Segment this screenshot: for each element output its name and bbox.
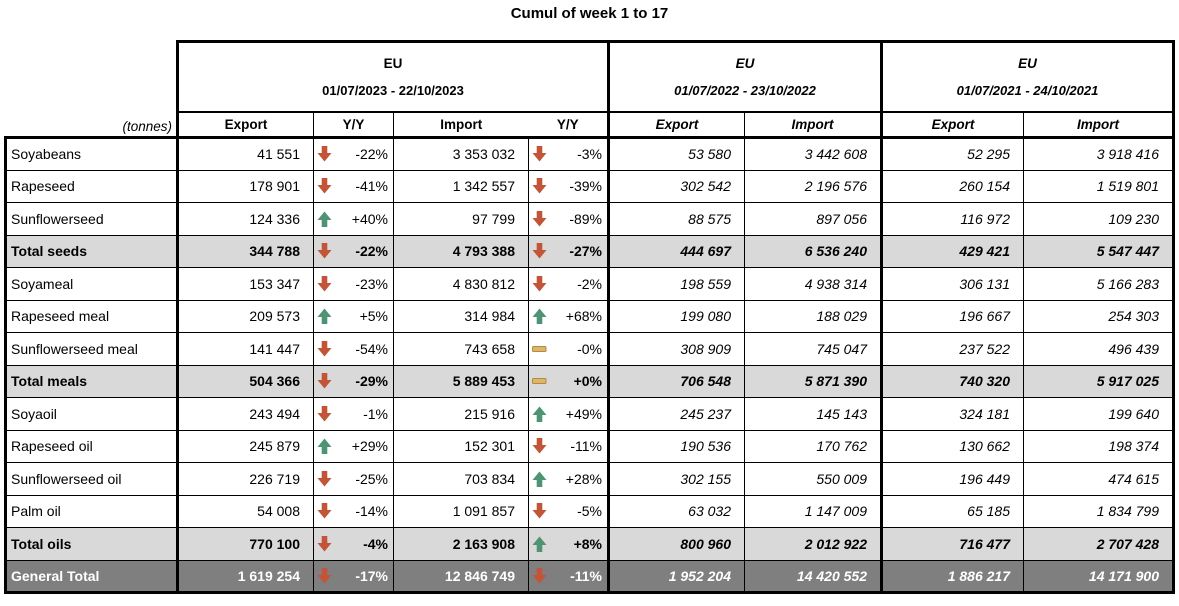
- yy-value: +0%: [573, 373, 602, 390]
- up-arrow-icon: [317, 211, 332, 227]
- up-arrow-icon: [532, 471, 547, 487]
- yy-value: -2%: [577, 275, 602, 292]
- cell-export-2023: 153 347: [178, 268, 314, 301]
- row-label: Soyameal: [6, 268, 178, 301]
- cell-export-2021: 65 185: [882, 495, 1024, 528]
- down-arrow-icon: [317, 373, 332, 389]
- yy-value: -11%: [570, 438, 602, 455]
- table-row: [6, 203, 1174, 236]
- cell-import-yy-2023: [529, 398, 609, 431]
- yy-value: -29%: [355, 373, 388, 390]
- cell-import-2022: 5 871 390: [745, 365, 882, 398]
- cell-export-yy-2023: [314, 528, 394, 561]
- down-arrow-icon: [532, 503, 547, 519]
- cell-import-2021: 199 640: [1024, 398, 1174, 431]
- cell-export-yy-2023: [314, 398, 394, 431]
- cell-export-2022: 245 237: [609, 398, 745, 431]
- cell-import-2022: 4 938 314: [745, 268, 882, 301]
- cell-import-2023: 1 091 857: [394, 495, 529, 528]
- cell-import-yy-2023: [529, 560, 609, 593]
- table-row: [6, 495, 1174, 528]
- cell-import-2023: 2 163 908: [394, 528, 529, 561]
- cell-export-yy-2023: [314, 170, 394, 203]
- cell-import-yy-2023: [529, 463, 609, 496]
- down-arrow-icon: [317, 341, 332, 357]
- cell-import-2023: 703 834: [394, 463, 529, 496]
- yy-value: -5%: [577, 503, 602, 520]
- yy-value: -39%: [569, 178, 602, 195]
- cell-import-2021: 254 303: [1024, 300, 1174, 333]
- row-label: Rapeseed meal: [6, 300, 178, 333]
- row-label: Rapeseed: [6, 170, 178, 203]
- cell-export-2021: 1 886 217: [882, 560, 1024, 593]
- table-row: [6, 463, 1174, 496]
- down-arrow-icon: [317, 503, 332, 519]
- unit-label: (tonnes): [6, 112, 178, 138]
- cell-export-2021: 130 662: [882, 430, 1024, 463]
- down-arrow-icon: [532, 211, 547, 227]
- down-arrow-icon: [317, 536, 332, 552]
- group-header-eu-2023: [178, 42, 609, 112]
- down-arrow-icon: [532, 243, 547, 259]
- cell-export-2023: 344 788: [178, 235, 314, 268]
- down-arrow-icon: [317, 146, 332, 162]
- cell-import-yy-2023: [529, 300, 609, 333]
- yy-value: -41%: [355, 178, 388, 195]
- cell-export-2021: 237 522: [882, 333, 1024, 366]
- cell-export-2021: 52 295: [882, 138, 1024, 171]
- yy-value: +40%: [351, 210, 388, 227]
- cell-export-2021: 196 667: [882, 300, 1024, 333]
- cell-export-2021: 324 181: [882, 398, 1024, 431]
- cell-export-2021: 429 421: [882, 235, 1024, 268]
- down-arrow-icon: [532, 276, 547, 292]
- cell-import-2021: 14 171 900: [1024, 560, 1174, 593]
- table-row: [6, 560, 1174, 593]
- col-header-import-2023: Import: [394, 112, 529, 138]
- cell-export-2023: 1 619 254: [178, 560, 314, 593]
- cell-export-2022: 444 697: [609, 235, 745, 268]
- cell-export-2021: 260 154: [882, 170, 1024, 203]
- cell-export-yy-2023: [314, 560, 394, 593]
- group-header-eu-2021: [882, 42, 1174, 112]
- cell-export-2022: 308 909: [609, 333, 745, 366]
- cell-export-2023: 124 336: [178, 203, 314, 236]
- up-arrow-icon: [532, 406, 547, 422]
- cell-export-2022: 63 032: [609, 495, 745, 528]
- row-label: Soyaoil: [6, 398, 178, 431]
- cell-import-yy-2023: [529, 203, 609, 236]
- cell-export-yy-2023: [314, 495, 394, 528]
- cell-import-2022: 170 762: [745, 430, 882, 463]
- cell-import-yy-2023: [529, 138, 609, 171]
- table-row: [6, 235, 1174, 268]
- cell-export-2023: 41 551: [178, 138, 314, 171]
- cell-import-2022: 145 143: [745, 398, 882, 431]
- group-header-row: [6, 42, 1174, 112]
- cell-import-2021: 198 374: [1024, 430, 1174, 463]
- cell-import-2021: 2 707 428: [1024, 528, 1174, 561]
- col-header-import-2021: Import: [1024, 112, 1174, 138]
- up-arrow-icon: [532, 536, 547, 552]
- cell-export-yy-2023: [314, 268, 394, 301]
- row-label: General Total: [6, 560, 178, 593]
- table-row: [6, 138, 1174, 171]
- cell-import-2021: 474 615: [1024, 463, 1174, 496]
- yy-value: -23%: [355, 275, 388, 292]
- cell-import-2022: 3 442 608: [745, 138, 882, 171]
- cell-import-yy-2023: [529, 528, 609, 561]
- yy-value: -25%: [355, 470, 388, 487]
- cell-import-yy-2023: [529, 235, 609, 268]
- cell-import-2023: 4 830 812: [394, 268, 529, 301]
- up-arrow-icon: [317, 308, 332, 324]
- cell-export-2022: 302 155: [609, 463, 745, 496]
- cell-import-2022: 2 196 576: [745, 170, 882, 203]
- table-row: [6, 333, 1174, 366]
- cell-export-2023: 178 901: [178, 170, 314, 203]
- cell-import-2021: 3 918 416: [1024, 138, 1174, 171]
- group-region-label: EU: [1018, 55, 1037, 71]
- col-header-yy-export-2023: Y/Y: [314, 112, 394, 138]
- cell-export-2022: 706 548: [609, 365, 745, 398]
- yy-value: +49%: [565, 405, 602, 422]
- down-arrow-icon: [317, 406, 332, 422]
- table-row: [6, 430, 1174, 463]
- down-arrow-icon: [317, 568, 332, 584]
- group-header-eu-2022: [609, 42, 882, 112]
- cell-export-2023: 141 447: [178, 333, 314, 366]
- cell-import-2021: 5 166 283: [1024, 268, 1174, 301]
- yy-value: +5%: [359, 308, 388, 325]
- row-label: Palm oil: [6, 495, 178, 528]
- cell-import-yy-2023: [529, 365, 609, 398]
- cell-import-2022: 188 029: [745, 300, 882, 333]
- down-arrow-icon: [532, 438, 547, 454]
- cell-export-2022: 1 952 204: [609, 560, 745, 593]
- cell-import-yy-2023: [529, 430, 609, 463]
- cell-export-2021: 196 449: [882, 463, 1024, 496]
- cell-import-2021: 1 519 801: [1024, 170, 1174, 203]
- row-label: Sunflowerseed: [6, 203, 178, 236]
- cell-import-2023: 743 658: [394, 333, 529, 366]
- cell-import-2023: 12 846 749: [394, 560, 529, 593]
- table-row: [6, 398, 1174, 431]
- col-header-export-2023: Export: [178, 112, 314, 138]
- cell-import-2022: 897 056: [745, 203, 882, 236]
- down-arrow-icon: [317, 276, 332, 292]
- row-label: Total meals: [6, 365, 178, 398]
- table-row: [6, 300, 1174, 333]
- cell-import-2021: 5 917 025: [1024, 365, 1174, 398]
- cell-import-2022: 2 012 922: [745, 528, 882, 561]
- cell-export-2022: 199 080: [609, 300, 745, 333]
- flat-dash-icon: [532, 341, 547, 357]
- cell-import-2022: 1 147 009: [745, 495, 882, 528]
- flat-dash-icon: [532, 373, 547, 389]
- cell-export-2023: 226 719: [178, 463, 314, 496]
- group-period-label: 01/07/2023 - 22/10/2023: [322, 82, 464, 98]
- cell-import-2021: 496 439: [1024, 333, 1174, 366]
- cell-export-yy-2023: [314, 365, 394, 398]
- cell-export-yy-2023: [314, 333, 394, 366]
- yy-value: -0%: [577, 340, 602, 357]
- cell-export-yy-2023: [314, 300, 394, 333]
- up-arrow-icon: [532, 308, 547, 324]
- row-label: Total oils: [6, 528, 178, 561]
- row-label: Total seeds: [6, 235, 178, 268]
- yy-value: -17%: [355, 567, 388, 584]
- yy-value: -1%: [363, 405, 388, 422]
- cell-import-2023: 3 353 032: [394, 138, 529, 171]
- cell-export-yy-2023: [314, 203, 394, 236]
- cell-export-2023: 243 494: [178, 398, 314, 431]
- down-arrow-icon: [532, 178, 547, 194]
- cell-export-2021: 306 131: [882, 268, 1024, 301]
- yy-value: -89%: [569, 210, 602, 227]
- cell-import-2023: 215 916: [394, 398, 529, 431]
- down-arrow-icon: [317, 243, 332, 259]
- cell-import-2021: 5 547 447: [1024, 235, 1174, 268]
- cell-export-yy-2023: [314, 463, 394, 496]
- row-label: Soyabeans: [6, 138, 178, 171]
- cell-export-2023: 504 366: [178, 365, 314, 398]
- cumul-table: [4, 40, 1175, 594]
- yy-value: +8%: [573, 535, 602, 552]
- cell-import-2023: 97 799: [394, 203, 529, 236]
- yy-value: -27%: [569, 243, 602, 260]
- col-header-export-2022: Export: [609, 112, 745, 138]
- row-label: Sunflowerseed oil: [6, 463, 178, 496]
- cell-export-yy-2023: [314, 138, 394, 171]
- row-label: Rapeseed oil: [6, 430, 178, 463]
- up-arrow-icon: [317, 438, 332, 454]
- cell-export-2021: 740 320: [882, 365, 1024, 398]
- table-body: [6, 138, 1174, 593]
- cell-export-2023: 245 879: [178, 430, 314, 463]
- cell-export-2021: 716 477: [882, 528, 1024, 561]
- down-arrow-icon: [532, 568, 547, 584]
- yy-value: -22%: [355, 243, 388, 260]
- cell-export-2022: 53 580: [609, 138, 745, 171]
- yy-value: +68%: [565, 308, 602, 325]
- cell-import-2021: 1 834 799: [1024, 495, 1174, 528]
- yy-value: -14%: [355, 503, 388, 520]
- cell-export-2021: 116 972: [882, 203, 1024, 236]
- cell-import-yy-2023: [529, 495, 609, 528]
- cell-export-yy-2023: [314, 235, 394, 268]
- down-arrow-icon: [317, 178, 332, 194]
- header-spacer: [6, 42, 178, 112]
- cell-import-2022: 745 047: [745, 333, 882, 366]
- cell-import-2022: 6 536 240: [745, 235, 882, 268]
- cell-export-2022: 190 536: [609, 430, 745, 463]
- table-row: [6, 170, 1174, 203]
- yy-value: +29%: [351, 438, 388, 455]
- column-header-row: [6, 112, 1174, 138]
- table-row: [6, 528, 1174, 561]
- yy-value: -4%: [363, 535, 388, 552]
- cell-export-2023: 209 573: [178, 300, 314, 333]
- yy-value: -54%: [355, 340, 388, 357]
- cell-import-yy-2023: [529, 333, 609, 366]
- cell-import-2023: 1 342 557: [394, 170, 529, 203]
- col-header-export-2021: Export: [882, 112, 1024, 138]
- down-arrow-icon: [532, 146, 547, 162]
- cell-import-2023: 5 889 453: [394, 365, 529, 398]
- group-period-label: 01/07/2021 - 24/10/2021: [956, 82, 1099, 98]
- cell-import-2022: 14 420 552: [745, 560, 882, 593]
- yy-value: -22%: [355, 146, 388, 163]
- group-region-label: EU: [383, 55, 403, 71]
- down-arrow-icon: [317, 471, 332, 487]
- cell-import-2023: 314 984: [394, 300, 529, 333]
- cell-export-yy-2023: [314, 430, 394, 463]
- col-header-yy-import-2023: Y/Y: [529, 112, 609, 138]
- cell-export-2023: 54 008: [178, 495, 314, 528]
- yy-value: +28%: [565, 470, 602, 487]
- cell-export-2022: 88 575: [609, 203, 745, 236]
- cell-export-2022: 198 559: [609, 268, 745, 301]
- cell-import-2022: 550 009: [745, 463, 882, 496]
- cell-import-yy-2023: [529, 170, 609, 203]
- yy-value: -3%: [577, 146, 602, 163]
- group-period-label: 01/07/2022 - 23/10/2022: [674, 82, 816, 98]
- cell-import-yy-2023: [529, 268, 609, 301]
- cell-import-2021: 109 230: [1024, 203, 1174, 236]
- yy-value: -11%: [570, 567, 602, 584]
- row-label: Sunflowerseed meal: [6, 333, 178, 366]
- page-title: Cumul of week 1 to 17: [510, 5, 669, 22]
- col-header-import-2022: Import: [745, 112, 882, 138]
- cell-import-2023: 4 793 388: [394, 235, 529, 268]
- table-row: [6, 268, 1174, 301]
- cell-export-2022: 800 960: [609, 528, 745, 561]
- cell-export-2022: 302 542: [609, 170, 745, 203]
- table-row: [6, 365, 1174, 398]
- cell-import-2023: 152 301: [394, 430, 529, 463]
- group-region-label: EU: [735, 55, 755, 71]
- cell-export-2023: 770 100: [178, 528, 314, 561]
